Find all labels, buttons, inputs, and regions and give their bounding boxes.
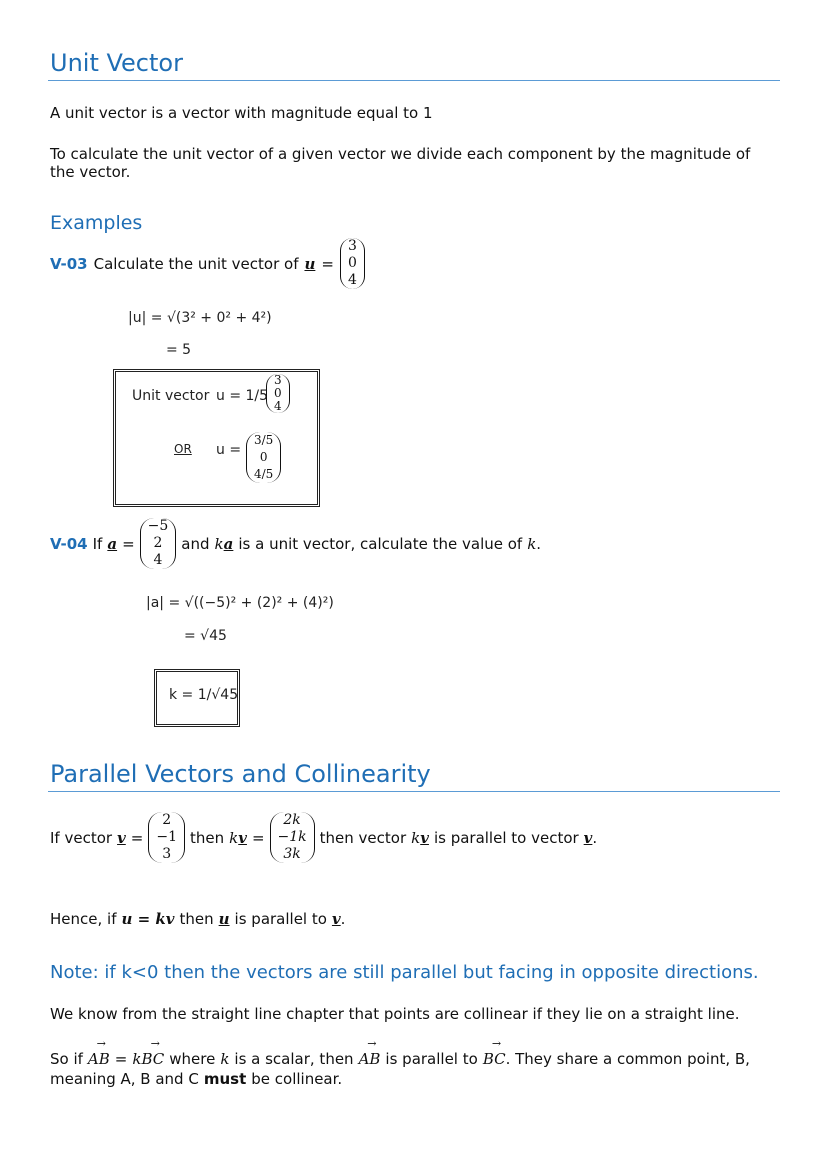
example-text: Calculate the unit vector of bbox=[93, 254, 299, 273]
text: is a unit vector, calculate the value of bbox=[238, 534, 523, 553]
answer-box bbox=[113, 369, 320, 507]
handwritten-text: OR bbox=[174, 442, 192, 456]
vector-var: v bbox=[420, 828, 429, 847]
example-v03 bbox=[50, 238, 365, 289]
equation: u = kv bbox=[121, 910, 175, 928]
answer-box bbox=[154, 669, 240, 727]
text: So if bbox=[50, 1050, 83, 1068]
handwritten-text: u = 1/5 bbox=[216, 388, 269, 404]
handwritten-line: = √45 bbox=[184, 628, 227, 644]
section-title-unit-vector: Unit Vector bbox=[50, 49, 183, 77]
text: then bbox=[179, 910, 214, 928]
note: Note: if k<0 then the vectors are still parallel but facing in opposite directions. bbox=[50, 962, 759, 983]
example-label: V-04 bbox=[50, 534, 88, 553]
component: −1k bbox=[277, 829, 307, 845]
column-vector bbox=[246, 432, 281, 483]
component: 2k bbox=[283, 812, 301, 828]
text: . They share a common point, B, bbox=[505, 1050, 750, 1068]
text: where bbox=[169, 1050, 216, 1068]
vector-var: u bbox=[218, 910, 230, 928]
vector-var: a bbox=[223, 534, 234, 553]
handwritten-line: |u| = √(3² + 0² + 4²) bbox=[128, 310, 272, 326]
vector-var: v bbox=[583, 828, 593, 847]
text: is parallel to vector bbox=[433, 828, 579, 847]
vector-bc: → BC bbox=[483, 1050, 506, 1068]
text: is parallel to bbox=[385, 1050, 478, 1068]
scalar-k: k bbox=[214, 534, 224, 553]
text: Hence, if bbox=[50, 910, 117, 928]
component: 0 bbox=[274, 386, 282, 400]
text: then bbox=[190, 828, 225, 847]
vector-ab: → AB bbox=[88, 1050, 110, 1068]
equals: = bbox=[130, 828, 144, 847]
example-v04 bbox=[50, 518, 541, 569]
text: is a scalar, then bbox=[234, 1050, 354, 1068]
handwritten-line: |a| = √((−5)² + (2)² + (4)²) bbox=[146, 595, 334, 611]
handwritten-text: u = bbox=[216, 442, 242, 458]
example-label: V-03 bbox=[50, 254, 88, 273]
section-title-parallel: Parallel Vectors and Collinearity bbox=[50, 760, 431, 788]
title-rule bbox=[48, 80, 780, 81]
component: 3/5 bbox=[254, 433, 274, 447]
handwritten-line: = 5 bbox=[166, 342, 192, 358]
hence-line bbox=[50, 910, 345, 928]
text: and bbox=[181, 534, 210, 553]
component: 0 bbox=[259, 450, 268, 464]
vector-var: v bbox=[117, 828, 126, 847]
emphasis: must bbox=[203, 1070, 247, 1088]
component: −1 bbox=[156, 829, 177, 845]
text: . bbox=[592, 828, 598, 847]
text: If vector bbox=[50, 828, 113, 847]
column-vector bbox=[148, 812, 185, 863]
component: 4 bbox=[274, 399, 282, 413]
scalar-k: k bbox=[132, 1050, 142, 1068]
component: 4/5 bbox=[254, 467, 274, 481]
title-rule bbox=[48, 791, 780, 792]
component: 3k bbox=[283, 846, 301, 862]
paragraph: We know from the straight line chapter that points are collinear if they lie on a straight line. bbox=[50, 1005, 740, 1023]
component: 4 bbox=[347, 272, 357, 288]
scalar-k: k bbox=[411, 828, 421, 847]
column-vector bbox=[266, 374, 290, 413]
component: 0 bbox=[347, 255, 357, 271]
column-vector bbox=[270, 812, 315, 863]
equals: = bbox=[122, 534, 135, 553]
vector-var: v bbox=[238, 828, 247, 847]
vector-bc: → BC bbox=[141, 1050, 164, 1068]
equals: = bbox=[321, 254, 334, 273]
examples-heading: Examples bbox=[50, 212, 143, 234]
component: 3 bbox=[274, 373, 282, 387]
vector-var: v bbox=[331, 910, 341, 928]
component: 3 bbox=[347, 238, 357, 254]
component: −5 bbox=[147, 518, 169, 534]
scalar-k: k bbox=[229, 828, 239, 847]
text: meaning A, B and C bbox=[50, 1070, 199, 1088]
column-vector bbox=[140, 518, 177, 569]
handwritten-text: k = 1/√45 bbox=[169, 687, 239, 703]
text: then vector bbox=[319, 828, 407, 847]
equals: = bbox=[251, 828, 265, 847]
component: 4 bbox=[153, 552, 163, 568]
equals: = bbox=[114, 1050, 128, 1068]
paragraph: A unit vector is a vector with magnitude equal to 1 bbox=[50, 104, 433, 122]
text: is parallel to bbox=[234, 910, 327, 928]
vector-var: a bbox=[107, 534, 118, 553]
component: 2 bbox=[153, 535, 163, 551]
component: 2 bbox=[162, 812, 172, 828]
collinear-line-2 bbox=[50, 1070, 342, 1088]
collinear-line-1 bbox=[50, 1050, 750, 1068]
text: If bbox=[92, 534, 103, 553]
text: . bbox=[536, 534, 542, 553]
text: . bbox=[340, 910, 346, 928]
scalar-k: k bbox=[220, 1050, 230, 1068]
component: 3 bbox=[162, 846, 172, 862]
paragraph: the vector. bbox=[50, 163, 131, 181]
vector-ab: → AB bbox=[359, 1050, 381, 1068]
handwritten-text: Unit vector bbox=[132, 388, 210, 404]
parallel-statement bbox=[50, 812, 597, 863]
vector-var: u bbox=[304, 254, 316, 273]
paragraph: To calculate the unit vector of a given vector we divide each component by the magnitude of bbox=[50, 145, 751, 163]
column-vector bbox=[340, 238, 365, 289]
text: be collinear. bbox=[251, 1070, 343, 1088]
scalar-k: k bbox=[527, 534, 537, 553]
